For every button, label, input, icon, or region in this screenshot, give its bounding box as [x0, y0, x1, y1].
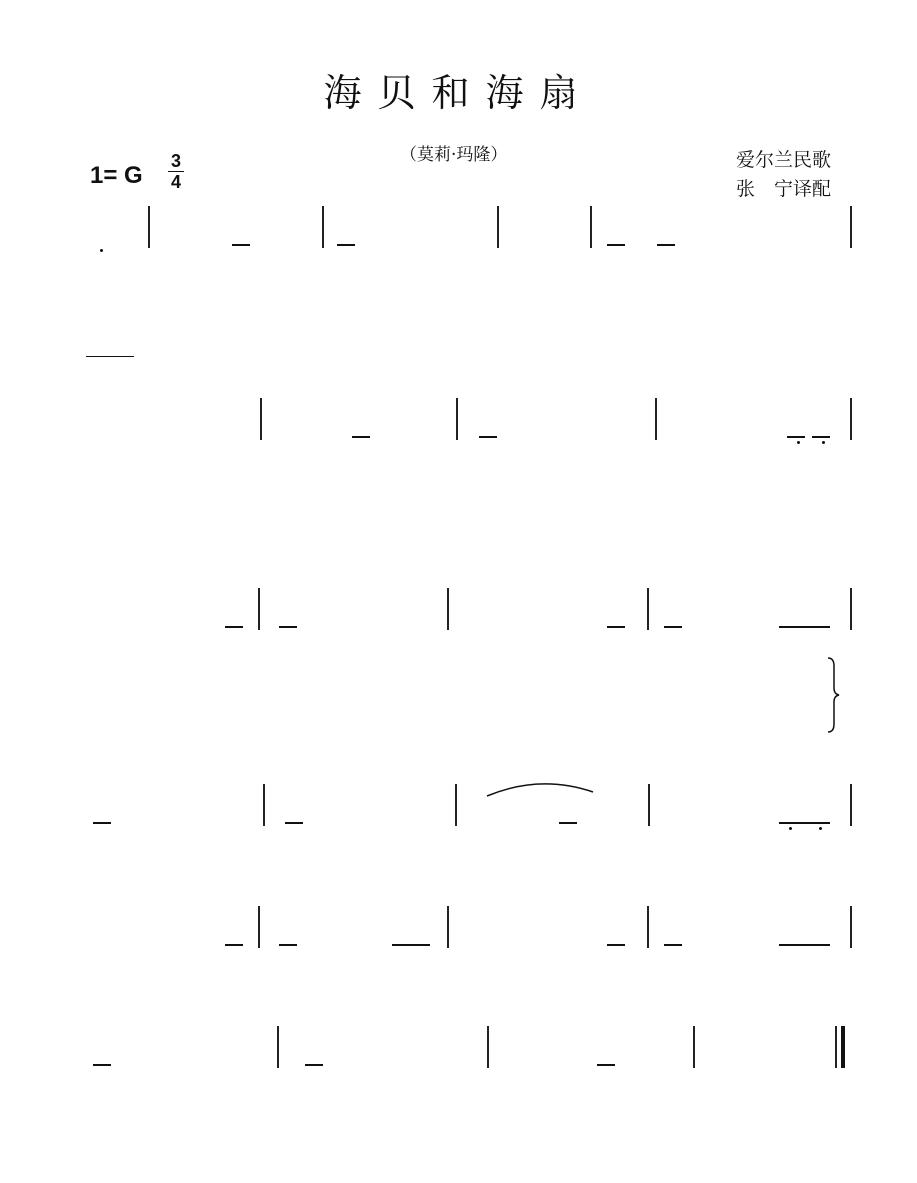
eighth-underline	[597, 1064, 615, 1066]
eighth-underline	[479, 436, 497, 438]
lyric-underline	[86, 356, 134, 357]
low-octave-dot	[100, 249, 103, 252]
eighth-underline	[225, 944, 243, 946]
eighth-underline	[232, 244, 250, 246]
eighth-underline	[285, 822, 303, 824]
barline	[263, 784, 265, 826]
barline	[590, 206, 592, 248]
verse-brace	[826, 656, 840, 734]
barline	[647, 906, 649, 948]
low-octave-dot	[797, 441, 800, 444]
time-sig-bottom: 4	[170, 172, 181, 192]
barline	[322, 206, 324, 248]
eighth-underline	[607, 244, 625, 246]
barline	[648, 784, 650, 826]
eighth-underline	[337, 244, 355, 246]
barline	[277, 1026, 279, 1068]
eighth-underline	[352, 436, 370, 438]
barline	[148, 206, 150, 248]
eighth-underline	[779, 822, 830, 824]
final-barline-thick	[841, 1026, 845, 1068]
eighth-underline	[664, 944, 682, 946]
barline	[850, 906, 852, 948]
barline	[655, 398, 657, 440]
song-subtitle: （莫莉·玛隆）	[400, 145, 508, 165]
barline	[447, 906, 449, 948]
eighth-underline	[779, 626, 830, 628]
low-octave-dot	[789, 827, 792, 830]
eighth-underline	[657, 244, 675, 246]
eighth-underline	[392, 944, 430, 946]
eighth-underline	[279, 944, 297, 946]
barline	[850, 784, 852, 826]
time-signature	[168, 152, 184, 191]
eighth-underline	[225, 626, 243, 628]
barline	[447, 588, 449, 630]
eighth-underline	[664, 626, 682, 628]
eighth-underline	[607, 944, 625, 946]
translator-credit: 张 宁译配	[736, 178, 832, 200]
key-signature: 1= G	[90, 162, 143, 189]
eighth-underline	[559, 822, 577, 824]
barline	[258, 906, 260, 948]
barline	[456, 398, 458, 440]
origin-credit: 爱尔兰民歌	[736, 149, 832, 171]
barline	[258, 588, 260, 630]
barline	[487, 1026, 489, 1068]
low-octave-dot	[819, 827, 822, 830]
barline	[497, 206, 499, 248]
slur-tie	[485, 780, 595, 800]
eighth-underline	[305, 1064, 323, 1066]
eighth-underline	[779, 944, 830, 946]
final-barline-thin	[835, 1026, 837, 1068]
time-sig-top: 3	[170, 151, 181, 171]
barline	[850, 206, 852, 248]
barline	[455, 784, 457, 826]
barline	[647, 588, 649, 630]
eighth-underline	[93, 822, 111, 824]
eighth-underline	[787, 436, 805, 438]
low-octave-dot	[822, 441, 825, 444]
eighth-underline	[279, 626, 297, 628]
song-title: 海贝和海扇	[323, 71, 594, 115]
eighth-underline	[93, 1064, 111, 1066]
eighth-underline	[607, 626, 625, 628]
barline	[850, 398, 852, 440]
eighth-underline	[812, 436, 830, 438]
barline	[260, 398, 262, 440]
barline	[850, 588, 852, 630]
barline	[693, 1026, 695, 1068]
